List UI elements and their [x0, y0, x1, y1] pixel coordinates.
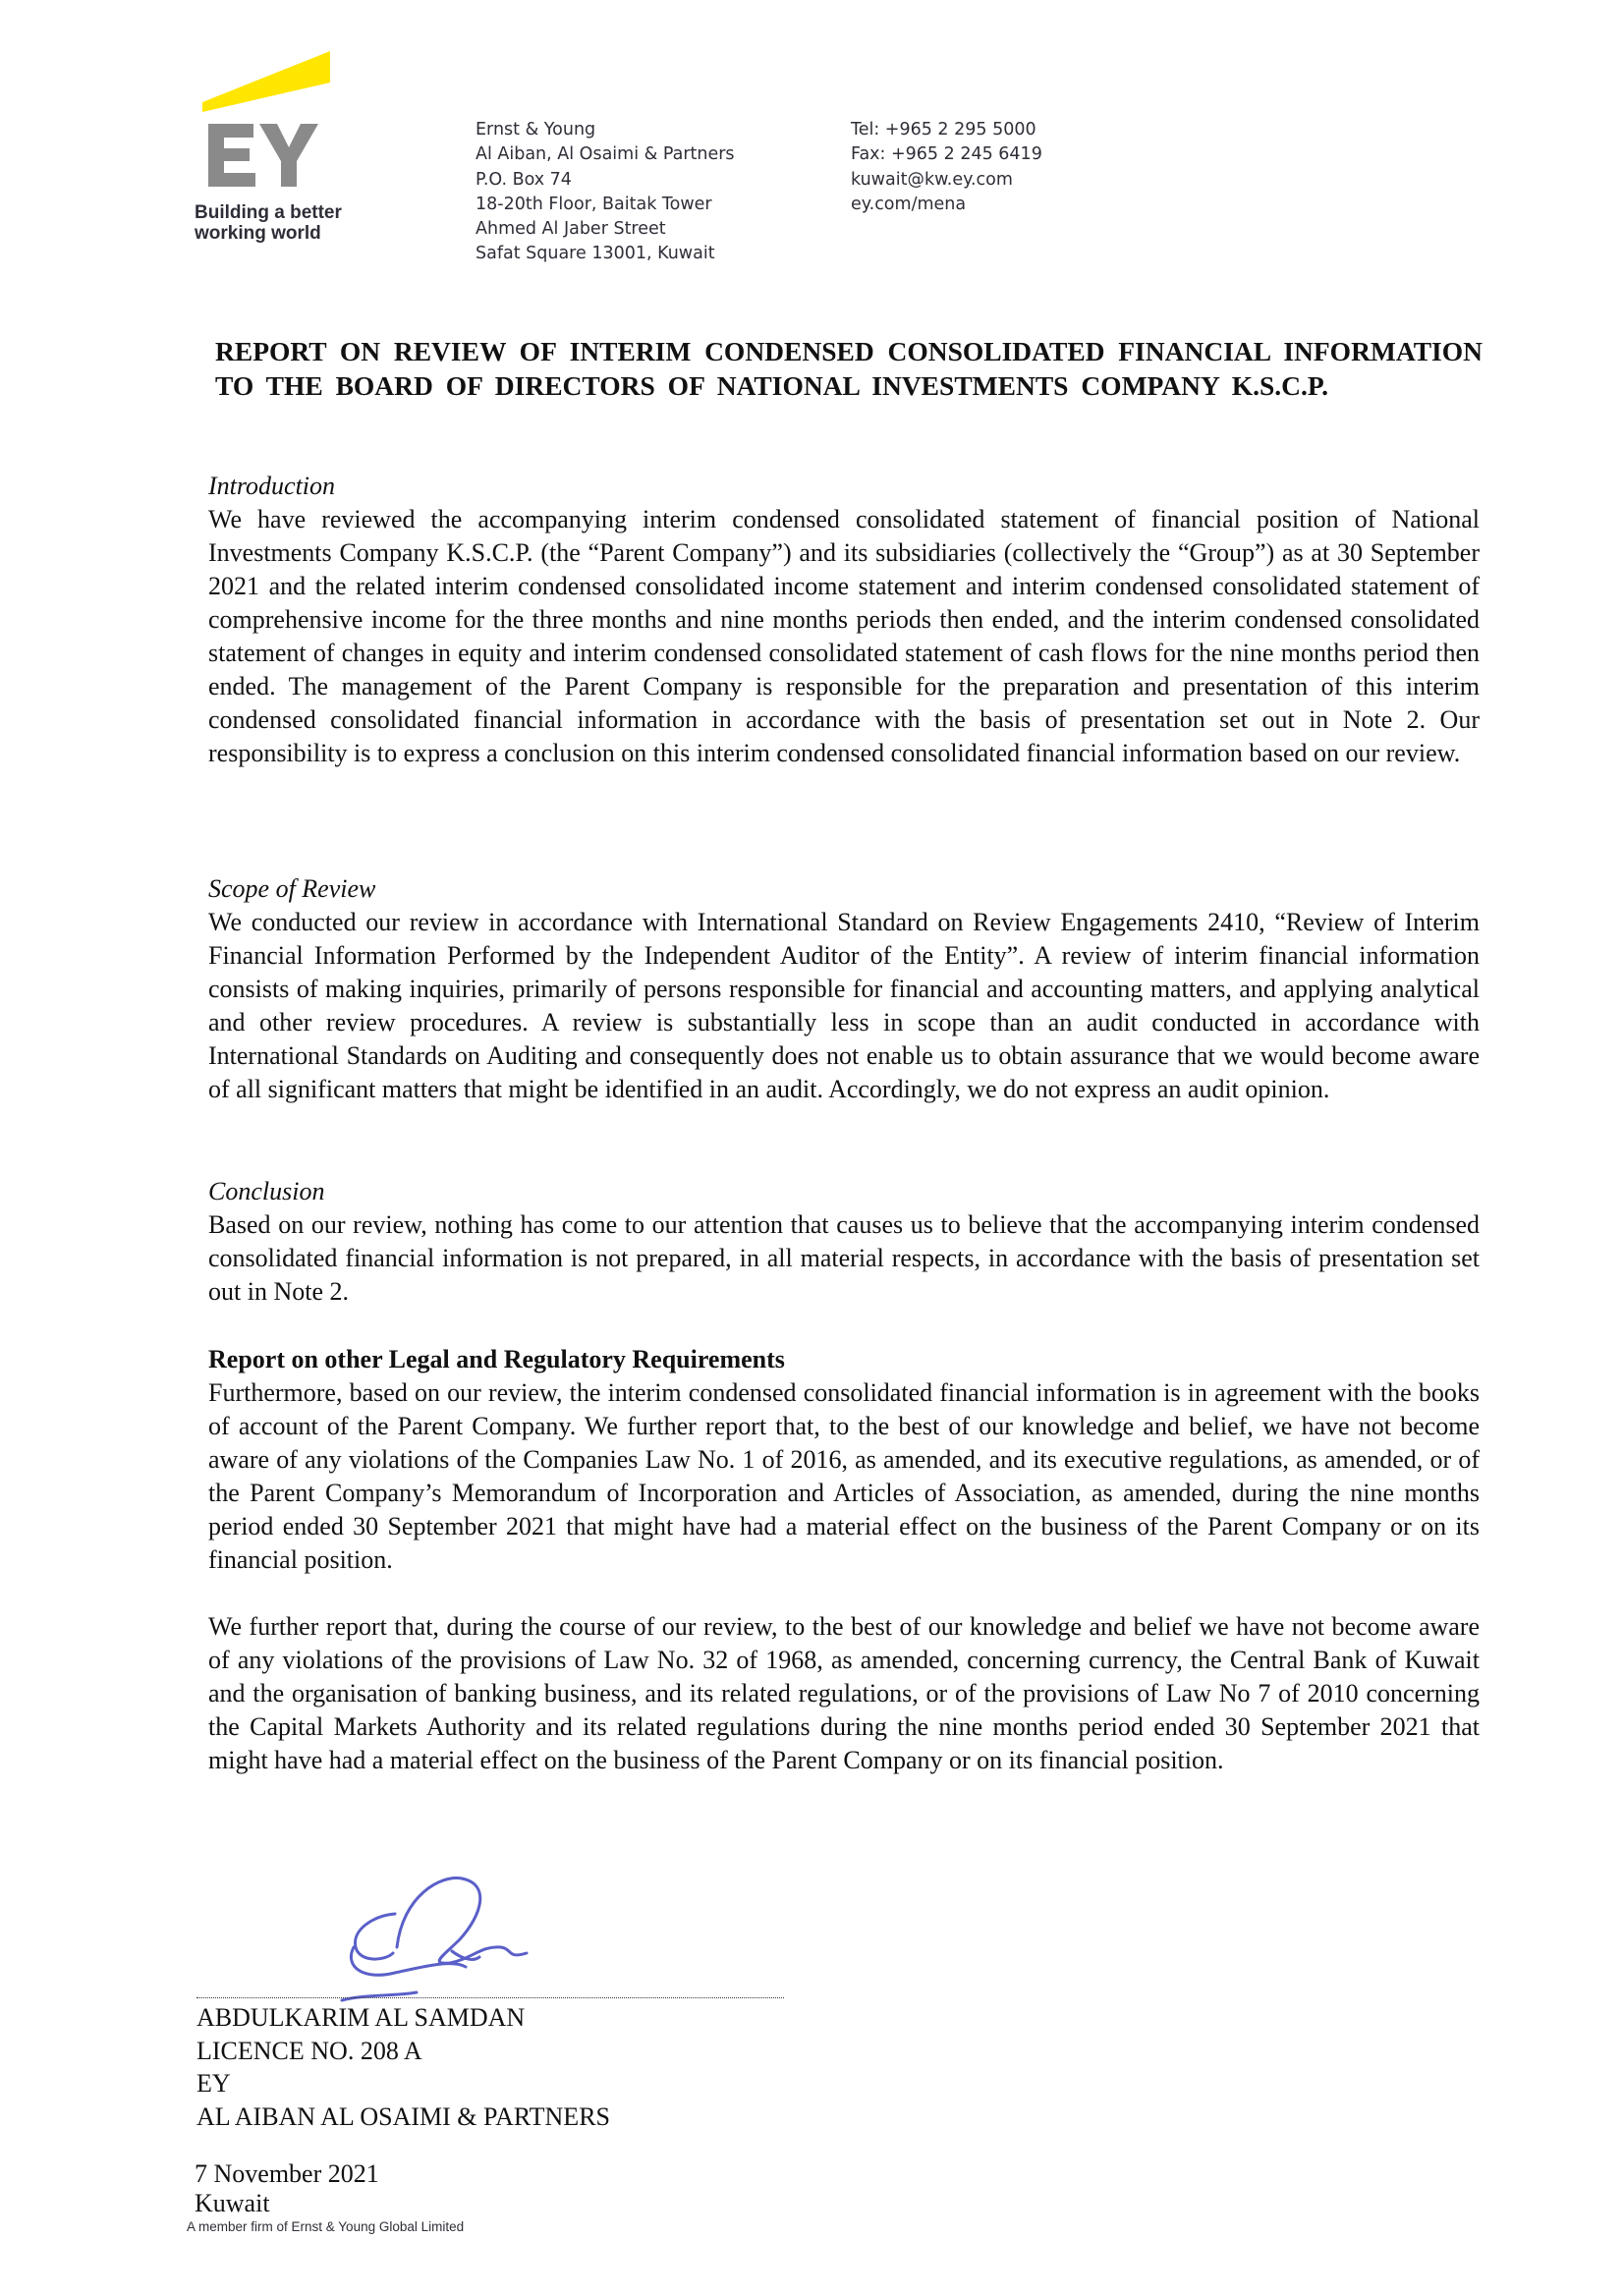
member-firm-note: A member firm of Ernst & Young Global Limited — [187, 2219, 465, 2234]
tagline-line-2: working world — [195, 223, 321, 244]
firm-short-name: EY — [196, 2069, 231, 2098]
address-line: P.O. Box 74 — [476, 169, 572, 190]
scope-text: We conducted our review in accordance with International Standard on Review Engagements 2410, “Review of Interim Financial Information Performed by the Independent Auditor of the Entity”. A review of interim financial information consists of making inquiries, primarily of persons responsible for financial and accounting matters, and applying analytical and other review procedures. A review is substantially less in scope than an audit conducted in accordance with International Standards on Auditing and consequently does not enable us to obtain assurance that we would become aware of all significant matters that might be identified in an audit. Accordingly, we do not express an audit opinion. — [208, 908, 1480, 1103]
ey-tagline — [195, 202, 342, 244]
fax-number: Fax: +965 2 245 6419 — [851, 144, 1042, 165]
address-line: 18-20th Floor, Baitak Tower — [476, 194, 712, 214]
report-title: REPORT ON REVIEW OF INTERIM CONDENSED CONSOLIDATED FINANCIAL INFORMATION TO THE BOARD OF DIRECTORS OF NATIONAL INVESTMENTS COMPANY K.S.C.P. — [215, 336, 1483, 401]
website: ey.com/mena — [851, 194, 967, 214]
conclusion-heading: Conclusion — [208, 1177, 325, 1205]
address-line: Al Aiban, Al Osaimi & Partners — [476, 144, 735, 165]
phone-number: Tel: +965 2 295 5000 — [851, 120, 1036, 140]
introduction-heading: Introduction — [208, 472, 336, 500]
signatory-name: ABDULKARIM AL SAMDAN — [196, 2003, 526, 2032]
introduction-text: We have reviewed the accompanying interim condensed consolidated statement of financial position of National Investments Company K.S.C.P. (the “Parent Company”) and its subsidiaries (collectively the “Group”) as at 30 September 2021 and the related interim condensed consolidated income statement and interim condensed consolidated statement of comprehensive income for the three months and nine months periods then ended, and the interim condensed consolidated statement of changes in equity and interim condensed consolidated statement of cash flows for the nine months period then ended. The management of the Parent Company is responsible for the preparation and presentation of this interim condensed consolidated financial information in accordance with the basis of presentation set out in Note 2. Our responsibility is to express a conclusion on this interim condensed consolidated financial information based on our review. — [208, 505, 1480, 767]
licence-number: LICENCE NO. 208 A — [196, 2036, 422, 2065]
signatory-block — [196, 2001, 610, 2133]
legal-text: Furthermore, based on our review, the interim condensed consolidated financial information is in agreement with the books of account of the Parent Company. We further report that, to the best of our knowledge and belief, we have not become aware of any violations of the Companies Law No. 1 of 2016, as amended, and its executive regulations, as amended, or of the Parent Company’s Memorandum of Incorporation and Articles of Association, as amended, during the nine months period ended 30 September 2021 that might have had a material effect on the business of the Parent Company or on its financial position. — [208, 1378, 1480, 1574]
signature-line — [196, 1997, 784, 1998]
date-place-block — [195, 2159, 379, 2218]
email-address: kuwait@kw.ey.com — [851, 169, 1013, 190]
conclusion-section — [208, 1175, 1480, 1309]
tagline-line-1: Building a better — [195, 202, 342, 223]
firm-full-name: AL AIBAN AL OSAIMI & PARTNERS — [196, 2101, 610, 2131]
scope-section — [208, 872, 1480, 1106]
scope-heading: Scope of Review — [208, 874, 376, 903]
conclusion-text: Based on our review, nothing has come to our attention that causes us to believe that the accompanying interim condensed consolidated financial information is not prepared, in all material respects, in accordance with the basis of presentation set out in Note 2. — [208, 1210, 1480, 1306]
address-line: Ahmed Al Jaber Street — [476, 219, 666, 240]
legal-section — [208, 1343, 1480, 1777]
handwritten-signature — [334, 1857, 589, 2009]
legal-text-2: We further report that, during the course of our review, to the best of our knowledge and belief we have not become aware of any violations of the provisions of Law No. 32 of 1968, as amended, concerning currency, the Central Bank of Kuwait and the organisation of banking business, and its related regulations, or of the provisions of Law No 7 of 2010 concerning the Capital Markets Authority and its related regulations during the nine months period ended 30 September 2021 that might have had a material effect on the business of the Parent Company or on its financial position. — [208, 1612, 1480, 1774]
address-line: Ernst & Young — [476, 120, 596, 140]
ey-logo-mark-icon — [191, 47, 367, 204]
report-place: Kuwait — [195, 2189, 270, 2217]
legal-heading: Report on other Legal and Regulatory Requirements — [208, 1345, 785, 1373]
introduction-section — [208, 470, 1480, 770]
office-address — [476, 118, 735, 267]
address-line: Safat Square 13001, Kuwait — [476, 244, 715, 264]
contact-details — [851, 118, 1042, 217]
report-date: 7 November 2021 — [195, 2159, 379, 2188]
